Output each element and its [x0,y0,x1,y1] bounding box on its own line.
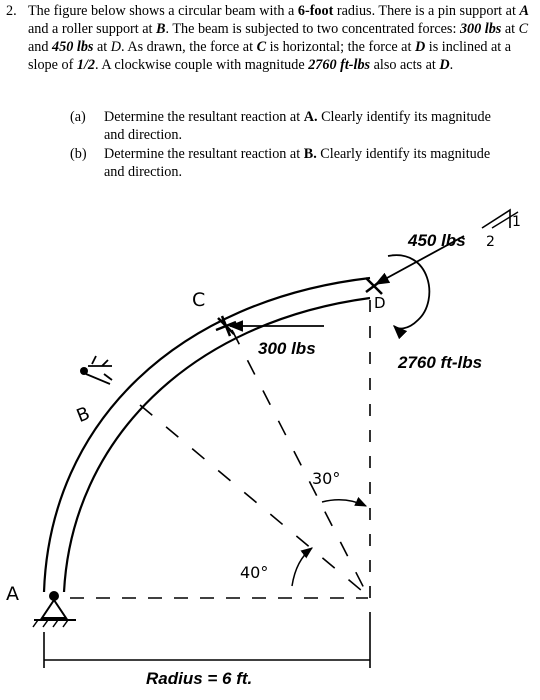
part-label: (b) [70,146,87,162]
label-a: A [6,583,19,605]
couple-label: 2760 ft-lbs [398,353,483,372]
part-text: Clearly identify its magnitude and direction. [104,146,491,180]
radius-dimension [44,612,370,668]
roller-support-b [80,356,112,384]
text-run: and a roller support at [28,21,157,37]
text-run: . A clockwise couple with magnitude [95,57,309,73]
text-run: D [439,57,450,73]
angle-arc-40 [292,548,312,586]
text-run: 6-foot [297,3,334,19]
text-run: 300 lbs [459,21,502,37]
text-run: D [110,39,122,55]
text-run: D [414,39,426,55]
text-run: is inclined at a slope of [28,39,512,73]
text-run: B [156,21,166,37]
angle-arc-30 [322,500,366,506]
radius-label: Radius = 6 ft. [146,669,253,688]
text-run: at [93,39,111,55]
beam-inner-arc [64,298,370,592]
text-run: . [449,57,454,73]
angle-label-30: 30° [312,469,341,488]
text-run: is horizontal; the force at [266,39,415,55]
problem-number: 2. [6,3,17,19]
text-run: The figure below shows a circular beam with a [28,3,298,19]
text-run: . The beam is subjected to two concentrated forces: [165,21,460,37]
radial-dashed-line-c [232,330,368,596]
text-run: C [256,39,267,55]
pin-support-a [33,591,76,627]
text-run: . As drawn, the force at [121,39,257,55]
part-text: Determine the resultant reaction at [104,146,304,162]
text-run: 450 lbs [52,39,94,55]
load-point-d [366,278,382,294]
text-run: A [519,3,529,19]
text-run: and [28,39,53,55]
angle-label-40: 40° [240,563,269,582]
text-run: also acts at [370,57,440,73]
part-label: (a) [70,109,86,125]
force-label-d: 450 lbs [408,231,466,250]
slope-run-label: 2 [486,234,495,250]
text-run: radius. There is a pin support at [333,3,520,19]
text-run: 1/2 [76,57,96,73]
slope-rise-label: 1 [512,214,521,230]
label-c: C [192,289,206,311]
label-b: B [73,402,93,428]
part-text: A. [303,109,318,125]
part-text: Determine the resultant reaction at [104,109,304,125]
text-run: 2760 ft-lbs [308,57,371,73]
force-label-c: 300 lbs [258,339,316,358]
text-run: at [501,21,519,37]
label-d: D [374,294,386,312]
part-text: B. [303,146,317,162]
text-run: C [518,21,529,37]
part-text: Clearly identify its magnitude and direction. [104,109,491,143]
